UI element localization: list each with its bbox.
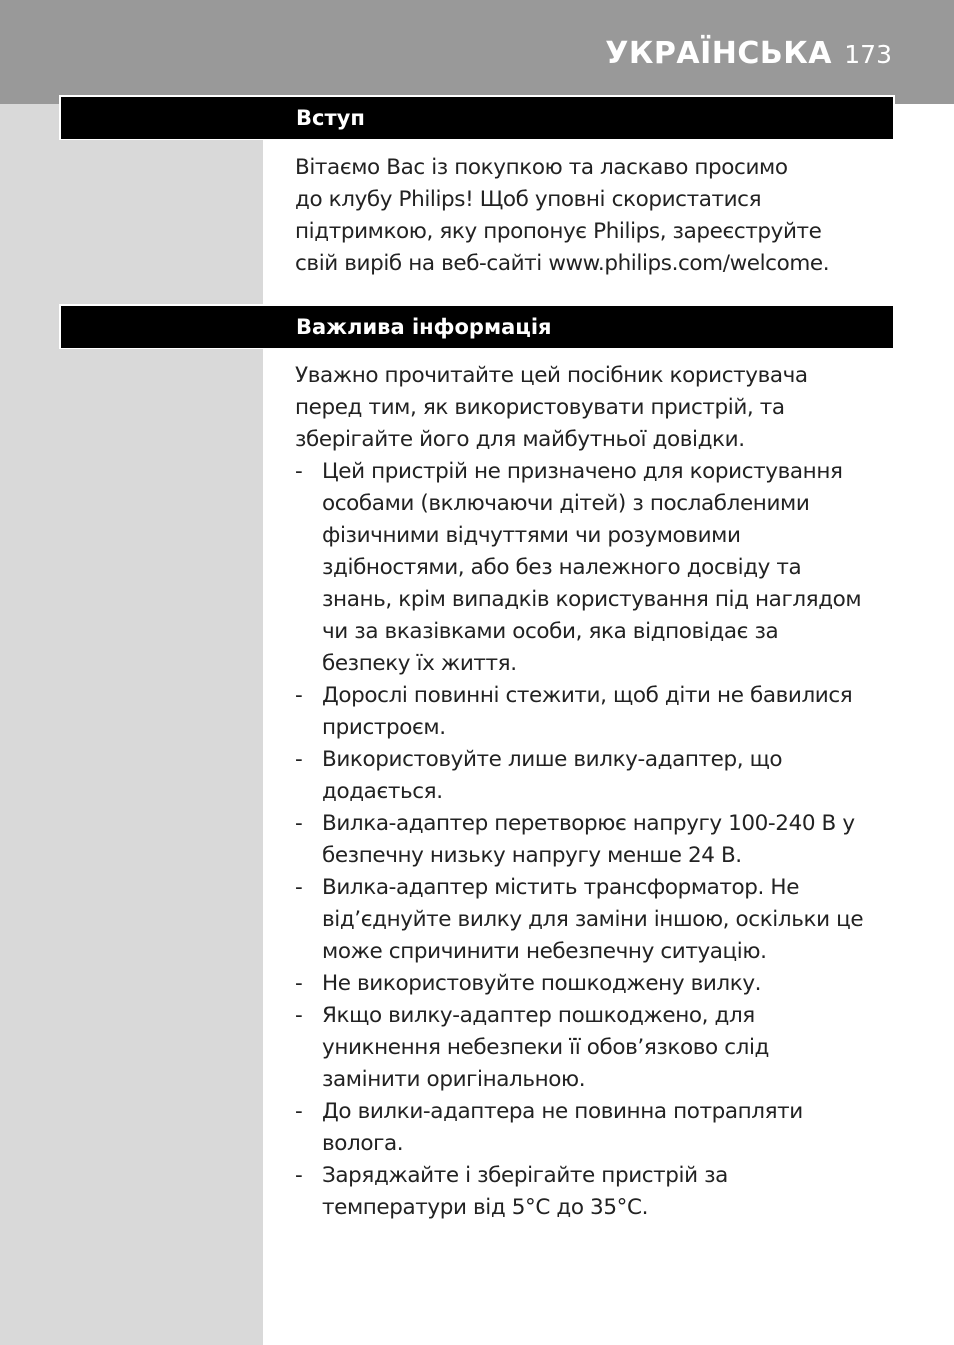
section-title: Важлива інформація <box>296 315 552 339</box>
warning-item <box>295 1160 895 1224</box>
warning-text: Використовуйте лише вилку-адаптер, що додається. <box>322 747 783 804</box>
warning-text: Цей пристрій не призначено для користування особами (включаючи дітей) з послабленими фізичними відчуттями чи розумовими здібностями, або без належного досвіду та знань, крім випадків користування під наглядом чи за вказівками особи, яка відповідає за безпеку їх життя. <box>322 459 862 676</box>
dash-bullet: - <box>295 811 303 836</box>
dash-bullet: - <box>295 683 303 708</box>
warning-text: Вилка-адаптер містить трансформатор. Не від’єднуйте вилку для заміни іншою, оскільки це може спричинити небезпечну ситуацію. <box>322 875 864 964</box>
important-info-section <box>295 360 895 1224</box>
dash-bullet: - <box>295 971 303 996</box>
warning-text: Якщо вилку-адаптер пошкоджено, для уникнення небезпеки її обов’язково слід замінити оригінальною. <box>322 1003 770 1092</box>
dash-bullet: - <box>295 747 303 772</box>
page-number: 173 <box>844 40 892 69</box>
dash-bullet: - <box>295 1099 303 1124</box>
dash-bullet: - <box>295 875 303 900</box>
dash-bullet: - <box>295 1003 303 1028</box>
warning-text: До вилки-адаптера не повинна потрапляти вологa. <box>322 1099 803 1156</box>
intro-paragraph: Вітаємо Вас із покупкою та ласкаво просимо до клубу Philips! Щоб уповні скористатися підтримкою, яку пропонує Philips, зареєструйте свій виріб на веб-сайті www.philips.com/welcome. <box>295 155 830 276</box>
section-header-important <box>61 306 893 348</box>
warning-list <box>295 456 895 1224</box>
section-title: Вступ <box>296 106 365 130</box>
warning-text: Заряджайте і зберігайте пристрій за температури від 5°C до 35°C. <box>322 1163 728 1220</box>
dash-bullet: - <box>295 1163 303 1188</box>
warning-item <box>295 968 895 1000</box>
dash-bullet: - <box>295 459 303 484</box>
warning-item <box>295 1000 895 1096</box>
warning-text: Вилка-адаптер перетворює напругу 100-240 В у безпечну низьку напругу менше 24 В. <box>322 811 855 868</box>
intro-section <box>295 152 895 280</box>
warning-text: Не використовуйте пошкоджену вилку. <box>322 971 762 996</box>
warning-item <box>295 872 895 968</box>
left-margin-band <box>0 104 263 1345</box>
warning-text: Дорослі повинні стежити, щоб діти не бавилися пристроєм. <box>322 683 853 740</box>
warning-item <box>295 808 895 872</box>
page-header <box>0 0 954 104</box>
important-intro-paragraph: Уважно прочитайте цей посібник користувача перед тим, як використовувати пристрій, та зберігайте його для майбутньої довідки. <box>295 363 808 452</box>
warning-item <box>295 456 895 680</box>
section-header-intro <box>61 97 893 139</box>
warning-item <box>295 680 895 744</box>
language-heading: УКРАЇНСЬКА <box>605 36 832 71</box>
warning-item <box>295 1096 895 1160</box>
warning-item <box>295 744 895 808</box>
